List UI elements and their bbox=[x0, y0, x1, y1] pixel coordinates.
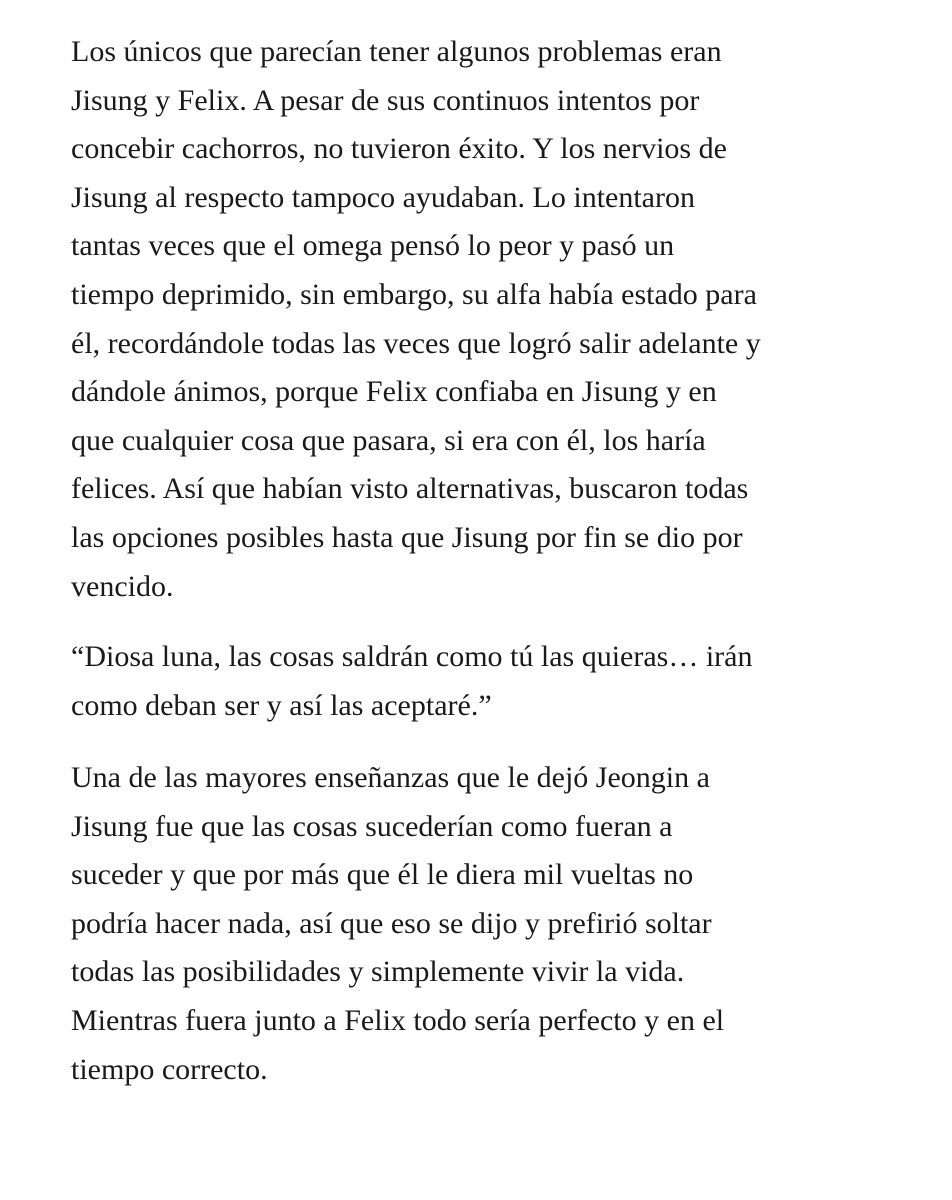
paragraph-intro bbox=[71, 28, 901, 611]
text-line: “Diosa luna, las cosas saldrán como tú las quieras… irán bbox=[71, 640, 753, 673]
text-line: vencido. bbox=[71, 569, 174, 603]
text-line: tiempo deprimido, sin embargo, su alfa había estado para bbox=[71, 277, 757, 311]
text-line: Jisung fue que las cosas sucederían como fueran a bbox=[71, 809, 673, 843]
text-line: Jisung al respecto tampoco ayudaban. Lo intentaron bbox=[71, 180, 695, 214]
text-line: Jisung y Felix. A pesar de sus continuos intentos por bbox=[71, 83, 700, 117]
paragraph-closing bbox=[71, 754, 901, 1094]
text-line: él, recordándole todas las veces que logró salir adelante y bbox=[71, 326, 761, 360]
text-line: que cualquier cosa que pasara, si era con él, los haría bbox=[71, 423, 706, 457]
text-line: concebir cachorros, no tuvieron éxito. Y los nervios de bbox=[71, 132, 727, 166]
text-line: suceder y que por más que él le diera mil vueltas no bbox=[71, 858, 694, 892]
paragraph-quote bbox=[71, 633, 901, 730]
text-line: Mientras fuera junto a Felix todo sería perfecto y en el bbox=[71, 1003, 725, 1037]
text-line: como deban ser y así las aceptaré.” bbox=[71, 688, 492, 722]
text-line: podría hacer nada, así que eso se dijo y prefirió soltar bbox=[71, 906, 712, 940]
text-line: Los únicos que parecían tener algunos problemas eran bbox=[71, 35, 722, 68]
text-line: todas las posibilidades y simplemente vivir la vida. bbox=[71, 955, 685, 989]
text-line: dándole ánimos, porque Felix confiaba en Jisung y en bbox=[71, 375, 717, 409]
text-line: tantas veces que el omega pensó lo peor y pasó un bbox=[71, 229, 675, 263]
text-line: felices. Así que habían visto alternativas, buscaron todas bbox=[71, 472, 749, 506]
text-line: Una de las mayores enseñanzas que le dejó Jeongin a bbox=[71, 761, 710, 794]
text-line: las opciones posibles hasta que Jisung por fin se dio por bbox=[71, 520, 743, 554]
text-line: tiempo correcto. bbox=[71, 1052, 268, 1086]
